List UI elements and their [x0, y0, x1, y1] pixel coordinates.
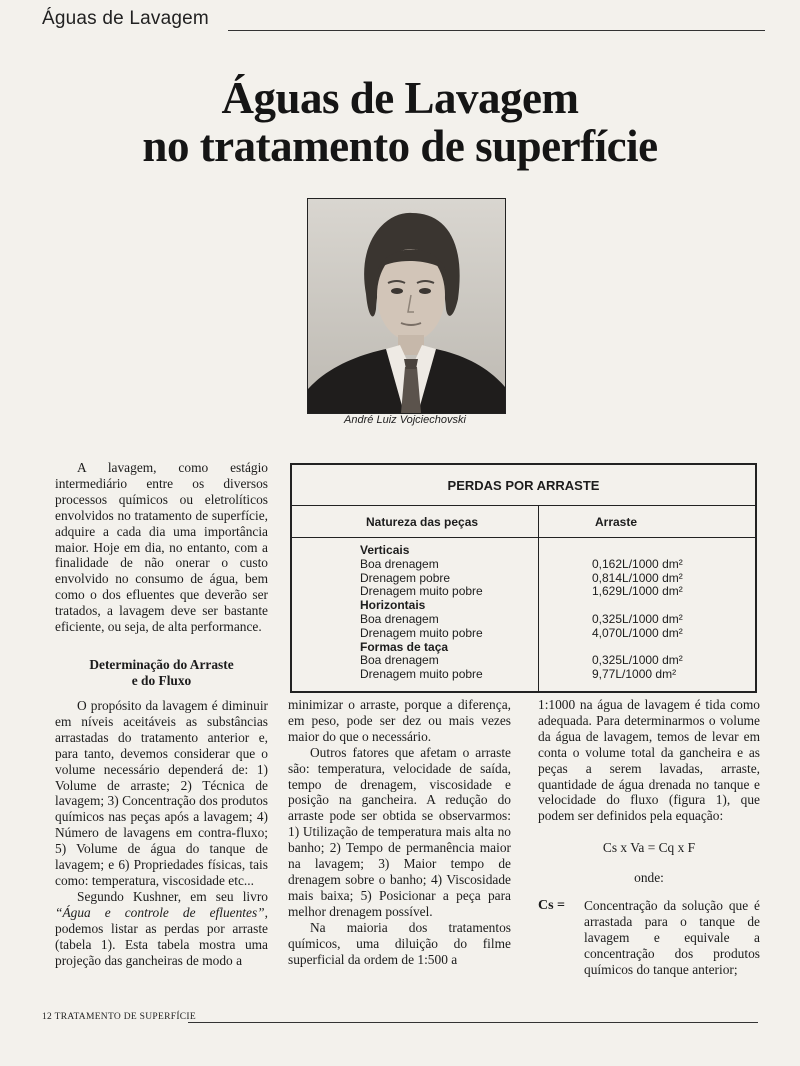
column-1-body: [55, 698, 268, 968]
row-label: Horizontais: [360, 598, 426, 613]
table-title: PERDAS POR ARRASTE: [292, 465, 755, 506]
row-value: 0,814L/1000 dm²: [592, 570, 683, 585]
photo-caption: André Luiz Vojciechovski: [344, 414, 466, 426]
running-header: Águas de Lavagem: [42, 8, 209, 29]
onde-label: onde:: [634, 870, 664, 886]
row-label: Drenagem muito pobre: [360, 625, 483, 640]
row-label: Formas de taça: [360, 639, 449, 654]
section-heading-line-1: Determinação do Arraste: [89, 657, 234, 672]
table-row: [292, 668, 755, 682]
row-label: Boa drenagem: [360, 653, 439, 668]
paragraph: Na maioria dos tratamentos químicos, uma diluição do filme superficial da ordem de 1:500 a: [288, 919, 511, 967]
table-header-arraste: Arraste: [595, 515, 638, 529]
table-header-rule: [292, 537, 755, 538]
row-label: Drenagem muito pobre: [360, 584, 483, 599]
row-value: 9,77L/1000 dm²: [592, 667, 677, 682]
footer-rule: [188, 1022, 758, 1023]
header-rule: [228, 30, 765, 31]
intro-paragraph: A lavagem, como estágio intermediário entre os diversos processos químicos ou eletrolíticos envolvidos no tratamento de superfície, adquire a cada dia uma importância maior. Hoje em dia, no entanto, com a finalidade de não onerar o custo envolvido no consumo de água, bem como o dos efluentes que deverão ser tratados, a lavagem deve ser bastante eficiente, ou seja, de alta performance.: [55, 460, 268, 635]
text-span: , podemos listar as perdas por arraste (tabela 1). Esta tabela mostra uma projeção das gancheiras de modo a: [55, 904, 268, 968]
text-span: Segundo Kushner, em seu livro: [77, 888, 268, 904]
column-2-body: [288, 697, 511, 967]
section-heading: [55, 657, 268, 688]
row-label: Boa drenagem: [360, 612, 439, 626]
paragraph: [55, 889, 268, 969]
paragraph: 1:1000 na água de lavagem é tida como adequada. Para determinarmos o volume da água de lavagem, temos de levar em conta o volume total da gancheira e as peças a serem lavadas, arraste, quantidade de água drenada no tanque e velocidade do fluxo (figura 1), que podem ser definidos pela equação:: [538, 697, 760, 824]
row-value: 1,629L/1000 dm²: [592, 584, 683, 599]
table-group-row: [292, 641, 755, 655]
paragraph: Outros fatores que afetam o arraste são: temperatura, velocidade de saída, tempo de drenagem, viscosidade e posição na gancheira. A redução do arraste pode ser obtida se observarmos: 1) Utilização de temperatura mais alta no banho; 2) Tempo de permanência maior na lavagem; 3) Maior tempo de drenagem sobre o banho; 4) Viscosidade mais baixa; 5) Posicionar a peça para melhor drenagem possível.: [288, 744, 511, 919]
intro-paragraph-column: [55, 460, 268, 635]
equation: Cs x Va = Cq x F: [602, 840, 696, 856]
definition-cs: [538, 898, 760, 978]
table-row: [292, 627, 755, 641]
definition-text: Concentração da solução que é arrastada para o tanque de lavagem e equivale a concentração dos produtos químicos do tanque anterior;: [584, 898, 760, 977]
author-photo: [307, 198, 506, 414]
page-footer: 12 TRATAMENTO DE SUPERFÍCIE: [42, 1012, 196, 1022]
table-row: [292, 585, 755, 599]
table-row: [292, 654, 755, 668]
table-row: [292, 572, 755, 586]
portrait-illustration: [308, 199, 505, 413]
row-label: Drenagem muito pobre: [360, 667, 483, 682]
article-title: [40, 74, 760, 170]
table-group-row: [292, 544, 755, 558]
row-value: 0,325L/1000 dm²: [592, 653, 683, 668]
row-label: Drenagem pobre: [360, 570, 451, 585]
definition-term: Cs =: [538, 898, 566, 914]
table-group-row: [292, 599, 755, 613]
table-row: [292, 558, 755, 572]
table-header-natureza: Natureza das peças: [366, 515, 479, 529]
title-line-1: Águas de Lavagem: [221, 73, 579, 123]
column-3-body: [538, 697, 760, 978]
book-title: “Água e controle de efluentes”: [55, 904, 265, 920]
table-row: [292, 613, 755, 627]
row-value: 0,162L/1000 dm²: [592, 556, 683, 571]
row-value: 4,070L/1000 dm²: [592, 625, 683, 640]
section-heading-line-2: e do Fluxo: [131, 672, 192, 688]
losses-table: [290, 463, 757, 693]
row-value: 0,325L/1000 dm²: [592, 612, 683, 626]
title-line-2: no tratamento de superfície: [142, 121, 658, 171]
paragraph: minimizar o arraste, porque a diferença, em peso, pode ser dez ou mais vezes maior do que o necessário.: [288, 697, 511, 744]
row-label: Verticais: [360, 543, 410, 557]
paragraph: O propósito da lavagem é diminuir em níveis aceitáveis as substâncias arrastadas do tratamento anterior e, para tanto, devemos considerar que o volume necessário dependerá de: 1) Volume de arraste; 2) Técnica de lavagem; 3) Concentração dos produtos químicos nas peças após a lavagem; 4) Número de lavagens em contra-fluxo; 5) Volume de água do tanque de lavagem; e 6) Propriedades físicas, tais como: temperatura, viscosidade etc...: [55, 698, 268, 888]
row-label: Boa drenagem: [360, 556, 439, 571]
